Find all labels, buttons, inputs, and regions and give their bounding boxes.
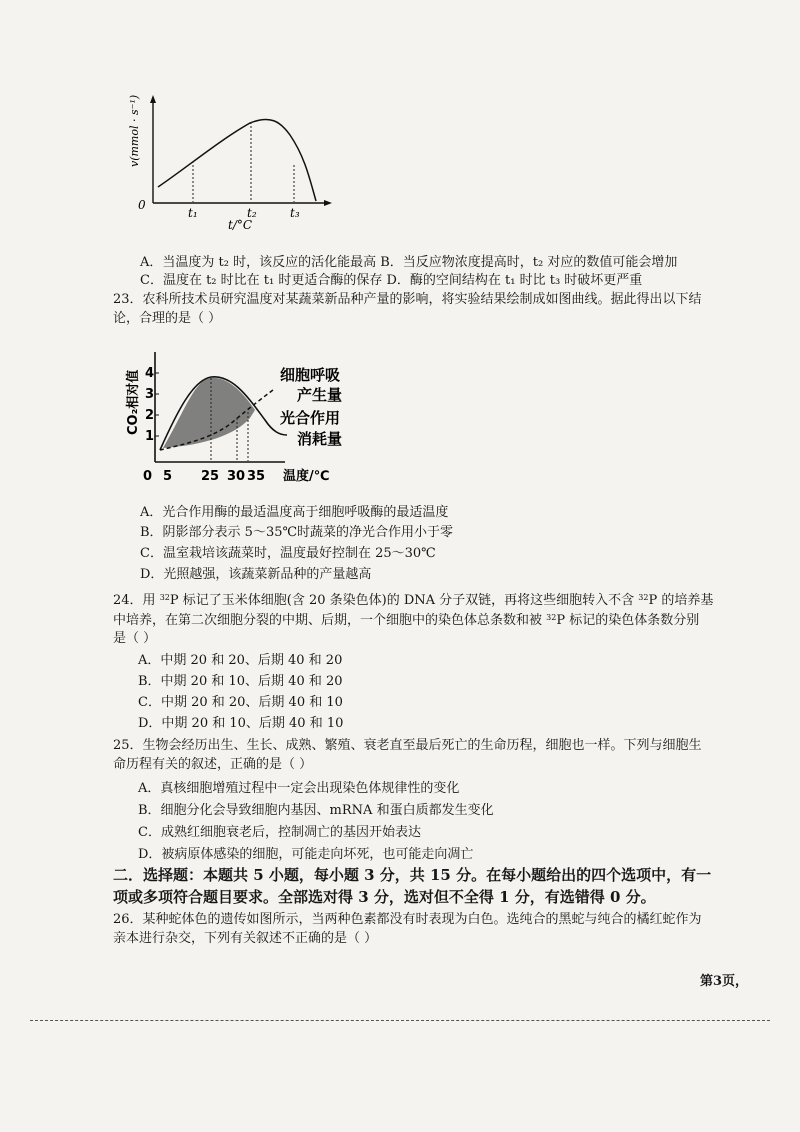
- chart1-tick-t3: t₃: [290, 206, 300, 220]
- chart1-origin: 0: [138, 198, 146, 212]
- q23-stem-1: 23．农科所技术员研究温度对某蔬菜新品种产量的影响，将实验结果绘制成如图曲线。据此得出以下结: [113, 292, 702, 307]
- chart2-x-label: 温度/℃: [283, 469, 330, 484]
- q25-stem-2: 命历程有关的叙述，正确的是（ ）: [113, 757, 313, 772]
- chart1-x-label: t/°C: [228, 218, 253, 232]
- section2-heading-1: 二．选择题：本题共 5 小题，每小题 3 分，共 15 分。在每小题给出的四个选项中，有一: [113, 866, 712, 884]
- q24-option-d: D．中期 20 和 10、后期 40 和 10: [138, 716, 344, 731]
- chart2-xtick-5: 5: [163, 469, 173, 484]
- enzyme-rate-chart: [120, 95, 350, 235]
- chart2-xtick-0: 0: [143, 469, 153, 484]
- chart2-label-photo-2: 消耗量: [297, 430, 343, 448]
- chart2-y-label: CO₂相对值: [126, 369, 141, 435]
- chart2-ytick-4: 4: [145, 366, 155, 381]
- q25-option-c: C．成熟红细胞衰老后，控制凋亡的基因开始表达: [138, 825, 421, 840]
- q24-stem-2: [113, 612, 699, 630]
- chart2-ytick-1: 1: [145, 429, 155, 444]
- q25-option-b: B．细胞分化会导致细胞内基因、mRNA 和蛋白质都发生变化: [138, 803, 494, 818]
- q24-stem-2b: P 标记的染色体条数分别: [556, 613, 700, 628]
- q23-option-d: D．光照越强，该蔬菜新品种的产量越高: [140, 567, 372, 582]
- q24-option-c: C．中期 20 和 20、后期 40 和 10: [138, 695, 343, 710]
- q25-option-a: A．真核细胞增殖过程中一定会出现染色体规律性的变化: [138, 781, 460, 796]
- chart1-tick-t1: t₁: [188, 206, 198, 220]
- chart2-shaded-region: [163, 378, 255, 448]
- chart1-x-arrow: [324, 200, 332, 206]
- chart2-label-photo-1: 光合作用: [280, 409, 341, 427]
- q25-stem-1: 25．生物会经历出生、生长、成熟、繁殖、衰老直至最后死亡的生命历程，细胞也一样。下列与细胞生: [113, 738, 702, 753]
- section2-heading-2: 项或多项符合题目要求。全部选对得 3 分，选对但不全得 1 分，有选错得 0 分。: [113, 888, 656, 906]
- chart2-label-resp-2: 产生量: [297, 386, 343, 404]
- q24-stem-3: 是（ ）: [113, 631, 157, 646]
- q23-option-a: A．光合作用酶的最适温度高于细胞呼吸酶的最适温度: [140, 505, 449, 520]
- co2-temperature-chart: [115, 340, 385, 490]
- chart2-label-resp-1: 细胞呼吸: [280, 366, 341, 384]
- q24-stem-1b: P 标记了玉米体细胞(含 20 条染色体)的 DNA 分子双链，再将这些细胞转入不含: [169, 593, 639, 608]
- chart1-tick-t2: t₂: [247, 206, 257, 220]
- q23-option-c: C．温室栽培该蔬菜时，温度最好控制在 25～30℃: [140, 546, 436, 561]
- q24-stem-2a: 中培养，在第二次细胞分裂的中期、后期，一个细胞中的染色体总条数和被: [113, 613, 547, 628]
- q25-option-d: D．被病原体感染的细胞，可能走向坏死，也可能走向凋亡: [138, 847, 474, 862]
- q26-stem-1: 26．某种蛇体色的遗传如图所示，当两种色素都没有时表现为白色。选纯合的黑蛇与纯合的橘红蛇作为: [113, 912, 702, 927]
- chart2-ytick-3: 3: [145, 387, 155, 402]
- q24-option-a: A．中期 20 和 20、后期 40 和 20: [138, 653, 343, 668]
- chart1-curve: [158, 119, 316, 201]
- q24-option-b: B．中期 20 和 10、后期 40 和 20: [138, 674, 343, 689]
- q23-stem-2: 论，合理的是（ ）: [113, 311, 222, 326]
- q24-stem-1a: 24．用: [113, 593, 160, 608]
- q26-stem-2: 亲本进行杂交，下列有关叙述不正确的是（ ）: [113, 931, 378, 946]
- chart1-y-arrow: [150, 95, 156, 103]
- page-number: 第3页，: [700, 974, 749, 989]
- q24-stem-2-sup: 32: [546, 613, 557, 622]
- q24-stem-1c: P 的培养基: [648, 593, 714, 608]
- q23-option-b: B．阴影部分表示 5～35℃时蔬菜的净光合作用小于零: [140, 525, 454, 540]
- q22-option-cd: C．温度在 t₂ 时比在 t₁ 时更适合酶的保存 D．酶的空间结构在 t₁ 时比 t₃ 时破坏更严重: [140, 273, 643, 288]
- chart1-y-label: v(mmol · s⁻¹): [128, 95, 141, 167]
- chart2-xtick-35: 35: [247, 469, 266, 484]
- chart2-xtick-25: 25: [201, 469, 220, 484]
- chart2-ytick-2: 2: [145, 408, 155, 423]
- q24-stem-1-sup1: 32: [159, 593, 170, 602]
- q24-stem-1: [113, 592, 713, 610]
- chart2-xtick-30: 30: [227, 469, 246, 484]
- q22-option-ab: A．当温度为 t₂ 时，该反应的活化能最高 B．当反应物浓度提高时，t₂ 对应的数值可能会增加: [140, 255, 678, 270]
- footer-rule: [30, 1020, 770, 1021]
- q24-stem-1-sup2: 32: [638, 593, 649, 602]
